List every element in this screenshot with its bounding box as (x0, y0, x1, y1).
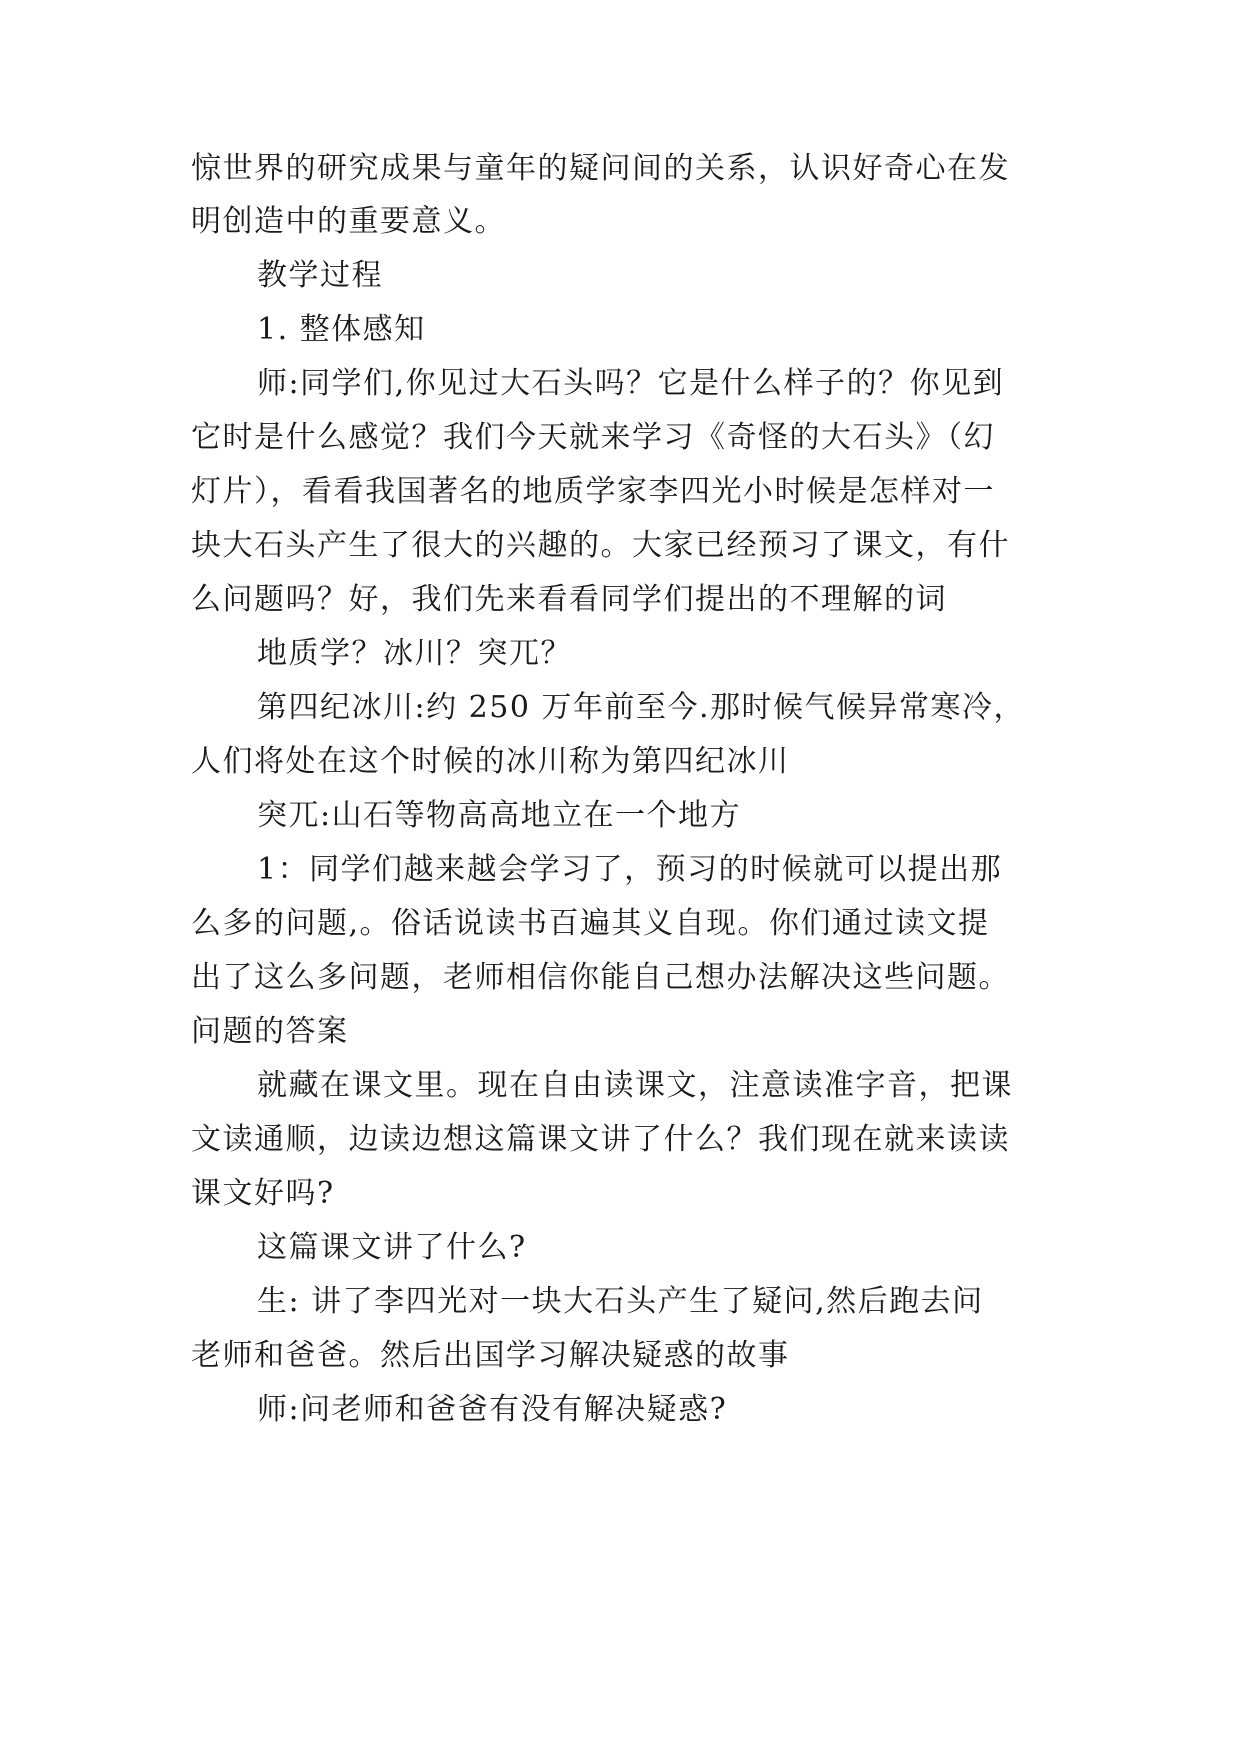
subsection-heading: 1. 整体感知 (257, 312, 426, 347)
text-line: 块大石头产生了很大的兴趣的。大家已经预习了课文，有什 (191, 528, 1010, 563)
text-line: 人们将处在这个时候的冰川称为第四纪冰川 (191, 744, 790, 779)
text-line: 课文好吗? (191, 1176, 335, 1211)
text-line: 文读通顺，边读边想这篇课文讲了什么？我们现在就来读读 (191, 1122, 1010, 1157)
text-line: 师:同学们,你见过大石头吗？它是什么样子的？你见到 (257, 366, 1005, 401)
text-line: 就藏在课文里。现在自由读课文，注意读准字音，把课 (257, 1068, 1013, 1103)
text-line: 出了这么多问题，老师相信你能自己想办法解决这些问题。 (191, 960, 1010, 995)
text-line: 地质学？冰川？突兀？ (257, 636, 572, 671)
section-heading: 教学过程 (257, 258, 383, 293)
text-line: 生: 讲了李四光对一块大石头产生了疑问,然后跑去问 (257, 1284, 984, 1319)
text-line: 突兀:山石等物高高地立在一个地方 (257, 798, 742, 833)
text-line: 第四纪冰川:约 250 万年前至今.那时候气候异常寒冷， (257, 690, 1025, 725)
text-line: 师:问老师和爸爸有没有解决疑惑? (257, 1392, 728, 1427)
text-line: 1：同学们越来越会学习了，预习的时候就可以提出那 (257, 852, 1003, 887)
text-line: 问题的答案 (191, 1014, 349, 1049)
text-line: 么多的问题,。俗话说读书百遍其义自现。你们通过读文提 (191, 906, 990, 941)
text-line: 灯片），看看我国著名的地质学家李四光小时候是怎样对一 (191, 474, 995, 509)
text-line: 么问题吗？好，我们先来看看同学们提出的不理解的词 (191, 582, 947, 617)
text-line: 惊世界的研究成果与童年的疑问间的关系，认识好奇心在发 (191, 151, 1010, 186)
text-line: 这篇课文讲了什么? (257, 1230, 527, 1265)
text-line: 明创造中的重要意义。 (191, 204, 506, 239)
text-line: 老师和爸爸。然后出国学习解决疑惑的故事 (191, 1338, 790, 1373)
text-line: 它时是什么感觉？我们今天就来学习《奇怪的大石头》（幻 (191, 420, 995, 455)
